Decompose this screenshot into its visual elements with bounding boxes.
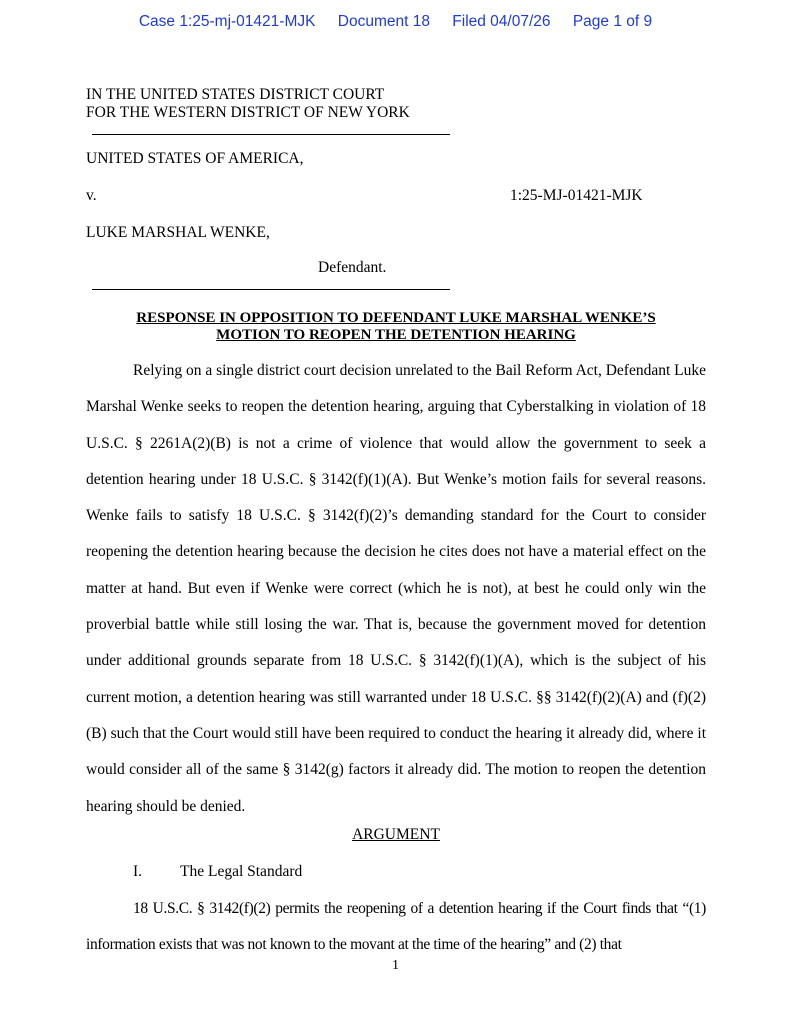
case-number: 1:25-MJ-01421-MJK: [510, 187, 643, 204]
section-title: The Legal Standard: [180, 863, 303, 880]
title-line2: MOTION TO REOPEN THE DETENTION HEARING: [216, 327, 576, 343]
filed-date-header: Filed 04/07/26: [452, 13, 551, 30]
court-name-line2: FOR THE WESTERN DISTRICT OF NEW YORK: [86, 104, 410, 121]
filing-header: [0, 13, 791, 31]
introduction-paragraph: Relying on a single district court decision unrelated to the Bail Reform Act, Defendant Luke Marshal Wenke seeks to reopen the detention hearing, arguing that Cyberstalking in violation of 18 U.S.C. § 2261A(2)(B) is not a crime of violence that would allow the government to seek a detention hearing under 18 U.S.C. § 3142(f)(1)(A). But Wenke’s motion fails for several reasons. Wenke fails to satisfy 18 U.S.C. § 3142(f)(2)’s demanding standard for the Court to consider reopening the detention hearing because the decision he cites does not have a material effect on the matter at hand. But even if Wenke were correct (which he is not), at best he could only win the proverbial battle while still losing the war. That is, because the government moved for detention under additional grounds separate from 18 U.S.C. § 3142(f)(1)(A), which is the subject of his current motion, a detention hearing was still warranted under 18 U.S.C. §§ 3142(f)(2)(A) and (f)(2)(B) such that the Court would still have been required to conduct the hearing it already did, where it would consider all of the same § 3142(g) factors it already did. The motion to reopen the detention hearing should be denied.: [86, 362, 706, 815]
caption-top-rule: [92, 134, 450, 135]
legal-standard-paragraph: 18 U.S.C. § 3142(f)(2) permits the reopening of a detention hearing if the Court finds that “(1) information exists that was not known to the movant at the time of the hearing” and (2) that: [86, 900, 706, 954]
defendant-label: Defendant.: [318, 259, 387, 276]
page-number: 1: [392, 958, 399, 973]
caption-bottom-rule: [92, 289, 450, 290]
argument-heading: ARGUMENT: [352, 826, 440, 843]
plaintiff-name: UNITED STATES OF AMERICA,: [86, 150, 304, 167]
versus-label: v.: [86, 187, 97, 204]
defendant-name: LUKE MARSHAL WENKE,: [86, 224, 270, 241]
case-number-header: Case 1:25-mj-01421-MJK: [138, 13, 316, 30]
court-name-line1: IN THE UNITED STATES DISTRICT COURT: [86, 86, 385, 103]
document-title: [86, 310, 706, 344]
document-number-header: Document 18: [337, 13, 430, 30]
page-count-header: Page 1 of 9: [572, 13, 653, 30]
section-number: I.: [133, 863, 143, 880]
title-line1: RESPONSE IN OPPOSITION TO DEFENDANT LUKE MARSHAL WENKE’S: [136, 310, 656, 326]
